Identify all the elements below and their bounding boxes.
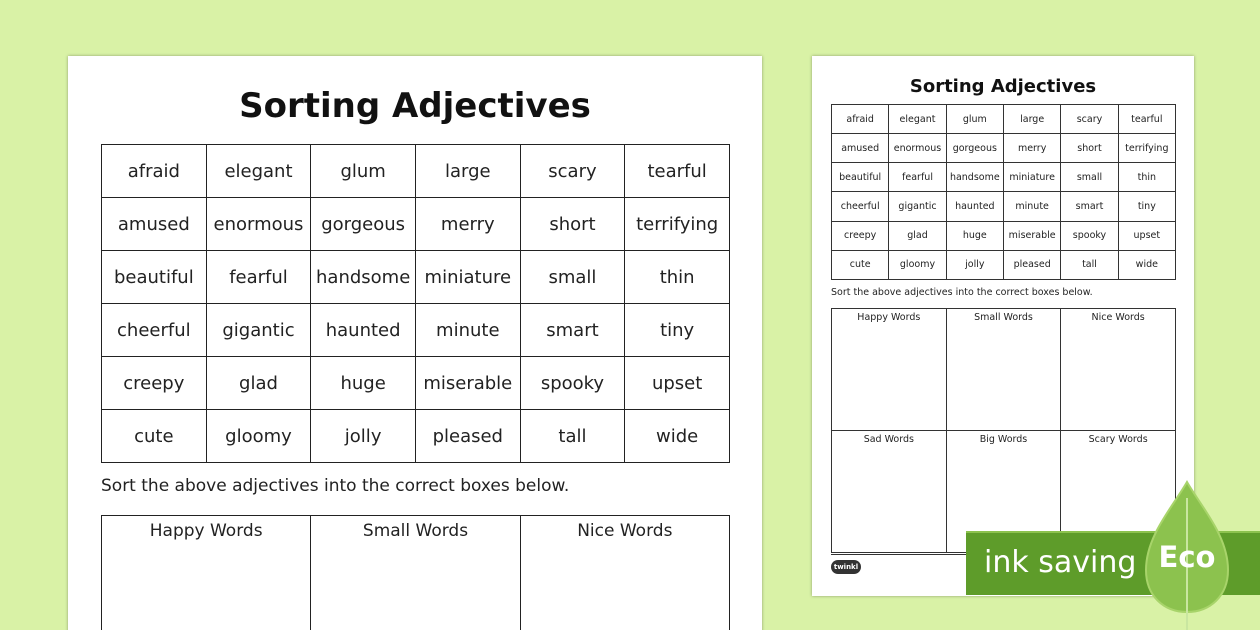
word-cell: miniature — [1003, 163, 1060, 192]
box-nice-words: Nice Words — [1061, 309, 1176, 431]
word-cell: fearful — [206, 251, 311, 304]
word-cell: beautiful — [102, 251, 207, 304]
box-happy-words: Happy Words — [102, 516, 311, 630]
word-cell: haunted — [311, 304, 416, 357]
word-cell: miniature — [415, 251, 520, 304]
word-cell: gigantic — [206, 304, 311, 357]
table-row — [102, 357, 730, 410]
table-row — [832, 309, 1176, 431]
word-cell: wide — [625, 410, 730, 463]
word-cell: terrifying — [625, 198, 730, 251]
worksheet-preview-large — [68, 56, 762, 630]
table-row — [832, 192, 1176, 221]
word-cell: tiny — [625, 304, 730, 357]
word-cell: enormous — [206, 198, 311, 251]
word-cell: cheerful — [102, 304, 207, 357]
box-sad-words: Sad Words — [832, 431, 947, 553]
table-row — [102, 516, 730, 630]
worksheet-preview-small — [812, 56, 1194, 596]
word-cell: jolly — [946, 250, 1003, 279]
eco-label: Eco — [1158, 540, 1216, 574]
word-cell: jolly — [311, 410, 416, 463]
word-cell: scary — [520, 145, 625, 198]
word-cell: glad — [889, 221, 946, 250]
word-cell: tearful — [625, 145, 730, 198]
adjective-grid — [101, 144, 730, 463]
word-cell: pleased — [415, 410, 520, 463]
word-cell: tall — [1061, 250, 1118, 279]
word-cell: thin — [625, 251, 730, 304]
ink-saving-label: ink saving — [984, 545, 1137, 580]
word-cell: short — [520, 198, 625, 251]
table-row — [832, 134, 1176, 163]
word-cell: minute — [1003, 192, 1060, 221]
sorting-boxes — [101, 515, 730, 630]
word-cell: terrifying — [1118, 134, 1175, 163]
word-cell: miserable — [1003, 221, 1060, 250]
word-cell: beautiful — [832, 163, 889, 192]
word-cell: handsome — [311, 251, 416, 304]
table-row — [832, 250, 1176, 279]
word-cell: cheerful — [832, 192, 889, 221]
word-cell: miserable — [415, 357, 520, 410]
word-cell: haunted — [946, 192, 1003, 221]
word-cell: amused — [832, 134, 889, 163]
word-cell: pleased — [1003, 250, 1060, 279]
word-cell: short — [1061, 134, 1118, 163]
word-cell: merry — [415, 198, 520, 251]
word-cell: tall — [520, 410, 625, 463]
word-cell: spooky — [1061, 221, 1118, 250]
instruction-text: Sort the above adjectives into the correct boxes below. — [831, 287, 1093, 298]
word-cell: minute — [415, 304, 520, 357]
word-cell: large — [1003, 105, 1060, 134]
twinkl-logo: twinkl — [831, 560, 861, 574]
table-row — [102, 198, 730, 251]
word-cell: wide — [1118, 250, 1175, 279]
word-cell: elegant — [206, 145, 311, 198]
word-cell: smart — [520, 304, 625, 357]
word-cell: cute — [832, 250, 889, 279]
word-cell: smart — [1061, 192, 1118, 221]
worksheet-title: Sorting Adjectives — [909, 76, 1097, 97]
table-row — [832, 163, 1176, 192]
word-cell: gorgeous — [311, 198, 416, 251]
instruction-text: Sort the above adjectives into the correct boxes below. — [101, 476, 570, 496]
word-cell: huge — [946, 221, 1003, 250]
box-scary-words: Scary Words — [1061, 431, 1176, 553]
word-cell: enormous — [889, 134, 946, 163]
word-cell: gigantic — [889, 192, 946, 221]
word-cell: glum — [311, 145, 416, 198]
box-big-words: Big Words — [946, 431, 1061, 553]
table-row — [102, 251, 730, 304]
box-happy-words: Happy Words — [832, 309, 947, 431]
word-cell: small — [520, 251, 625, 304]
word-cell: tearful — [1118, 105, 1175, 134]
worksheet-title: Sorting Adjectives — [239, 86, 591, 126]
word-cell: small — [1061, 163, 1118, 192]
eco-leaf-badge — [1142, 478, 1232, 630]
word-cell: creepy — [832, 221, 889, 250]
word-cell: glum — [946, 105, 1003, 134]
table-row — [102, 304, 730, 357]
word-cell: scary — [1061, 105, 1118, 134]
word-cell: upset — [625, 357, 730, 410]
word-cell: afraid — [102, 145, 207, 198]
word-cell: elegant — [889, 105, 946, 134]
word-cell: afraid — [832, 105, 889, 134]
word-cell: spooky — [520, 357, 625, 410]
word-cell: gorgeous — [946, 134, 1003, 163]
word-cell: merry — [1003, 134, 1060, 163]
word-cell: huge — [311, 357, 416, 410]
word-cell: glad — [206, 357, 311, 410]
word-cell: thin — [1118, 163, 1175, 192]
table-row — [832, 221, 1176, 250]
sorting-boxes — [831, 308, 1176, 553]
adjective-grid — [831, 104, 1176, 280]
word-cell: amused — [102, 198, 207, 251]
box-small-words: Small Words — [946, 309, 1061, 431]
word-cell: cute — [102, 410, 207, 463]
word-cell: upset — [1118, 221, 1175, 250]
box-small-words: Small Words — [311, 516, 520, 630]
word-cell: gloomy — [889, 250, 946, 279]
word-cell: creepy — [102, 357, 207, 410]
table-row — [102, 145, 730, 198]
word-cell: large — [415, 145, 520, 198]
word-cell: tiny — [1118, 192, 1175, 221]
word-cell: fearful — [889, 163, 946, 192]
word-cell: gloomy — [206, 410, 311, 463]
box-nice-words: Nice Words — [520, 516, 729, 630]
table-row — [102, 410, 730, 463]
word-cell: handsome — [946, 163, 1003, 192]
table-row — [832, 105, 1176, 134]
